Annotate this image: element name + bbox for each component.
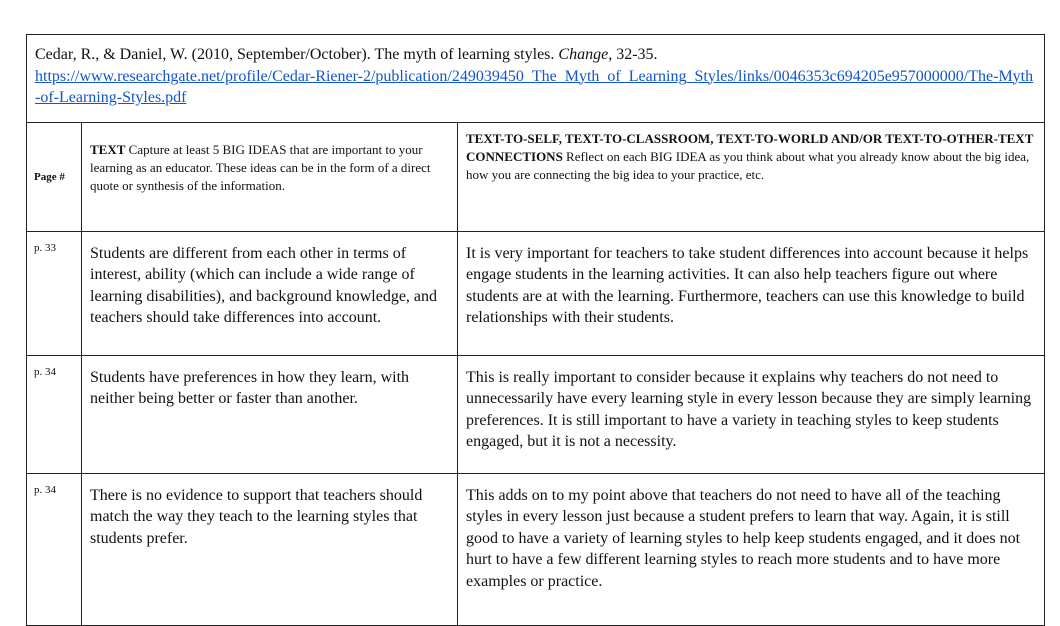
header-row [27,123,1045,232]
header-connections-instructions: Reflect on each BIG IDEA as you think about what you already know about the big idea, how you are connecting the big idea to your practice, etc. [466,149,1030,182]
citation-text: Cedar, R., & Daniel, W. (2010, September/October). The myth of learning styles. [35,46,559,63]
header-text-bold: TEXT [90,142,126,157]
header-connections-column [458,123,1045,232]
connection-text: It is very important for teachers to take student differences into account because it helps engage students in the learning activities. It can also help teachers figure out where students are at with the learning. Furthermore, teachers can use this knowledge to build relationships with their students. [458,232,1045,356]
page-number: p. 34 [27,356,82,474]
table-row [27,474,1045,626]
table-row [27,356,1045,474]
reading-log-table [26,34,1045,626]
header-text-column [82,123,458,232]
big-idea-text: Students are different from each other in terms of interest, ability (which can include a wide range of learning disabilities), and background knowledge, and teachers should take differences into account. [82,232,458,356]
connection-text: This is really important to consider because it explains why teachers do not need to unnecessarily have every learning style in every lesson because they are simply learning preferences. It is still important to have a variety in teaching styles to keep students engaged, but it is not a necessity. [458,356,1045,474]
header-connections-bold: TEXT-TO-SELF, TEXT-TO-CLASSROOM, TEXT-TO-WORLD AND/OR TEXT-TO-OTHER-TEXT CONNECTIONS [466,131,1034,164]
page-number: p. 34 [27,474,82,626]
citation-journal: Change [558,46,609,63]
page-number: p. 33 [27,232,82,356]
header-page-number: Page # [27,123,82,232]
table-row [27,232,1045,356]
citation-row [27,35,1045,123]
big-idea-text: There is no evidence to support that teachers should match the way they teach to the learning styles that students prefer. [82,474,458,626]
connection-text: This adds on to my point above that teachers do not need to have all of the teaching styles in every lesson just because a student prefers to learn that way. Again, it is still good to have a variety of learning styles to help keep students engaged, and it does not hurt to have a few different learning styles to reach more students and to have more examples or practice. [458,474,1045,626]
citation-cell [27,35,1045,123]
citation-pages: , 32-35. [608,46,658,63]
big-idea-text: Students have preferences in how they learn, with neither being better or faster than another. [82,356,458,474]
header-text-instructions: Capture at least 5 BIG IDEAS that are important to your learning as an educator. These ideas can be in the form of a direct quote or synthesis of the information. [90,142,431,193]
citation-link[interactable]: https://www.researchgate.net/profile/Cedar-Riener-2/publication/249039450_The_Myth_of_Learning_Styles/links/0046353c694205e957000000/The-Myth-of-Learning-Styles.pdf [35,67,1034,106]
